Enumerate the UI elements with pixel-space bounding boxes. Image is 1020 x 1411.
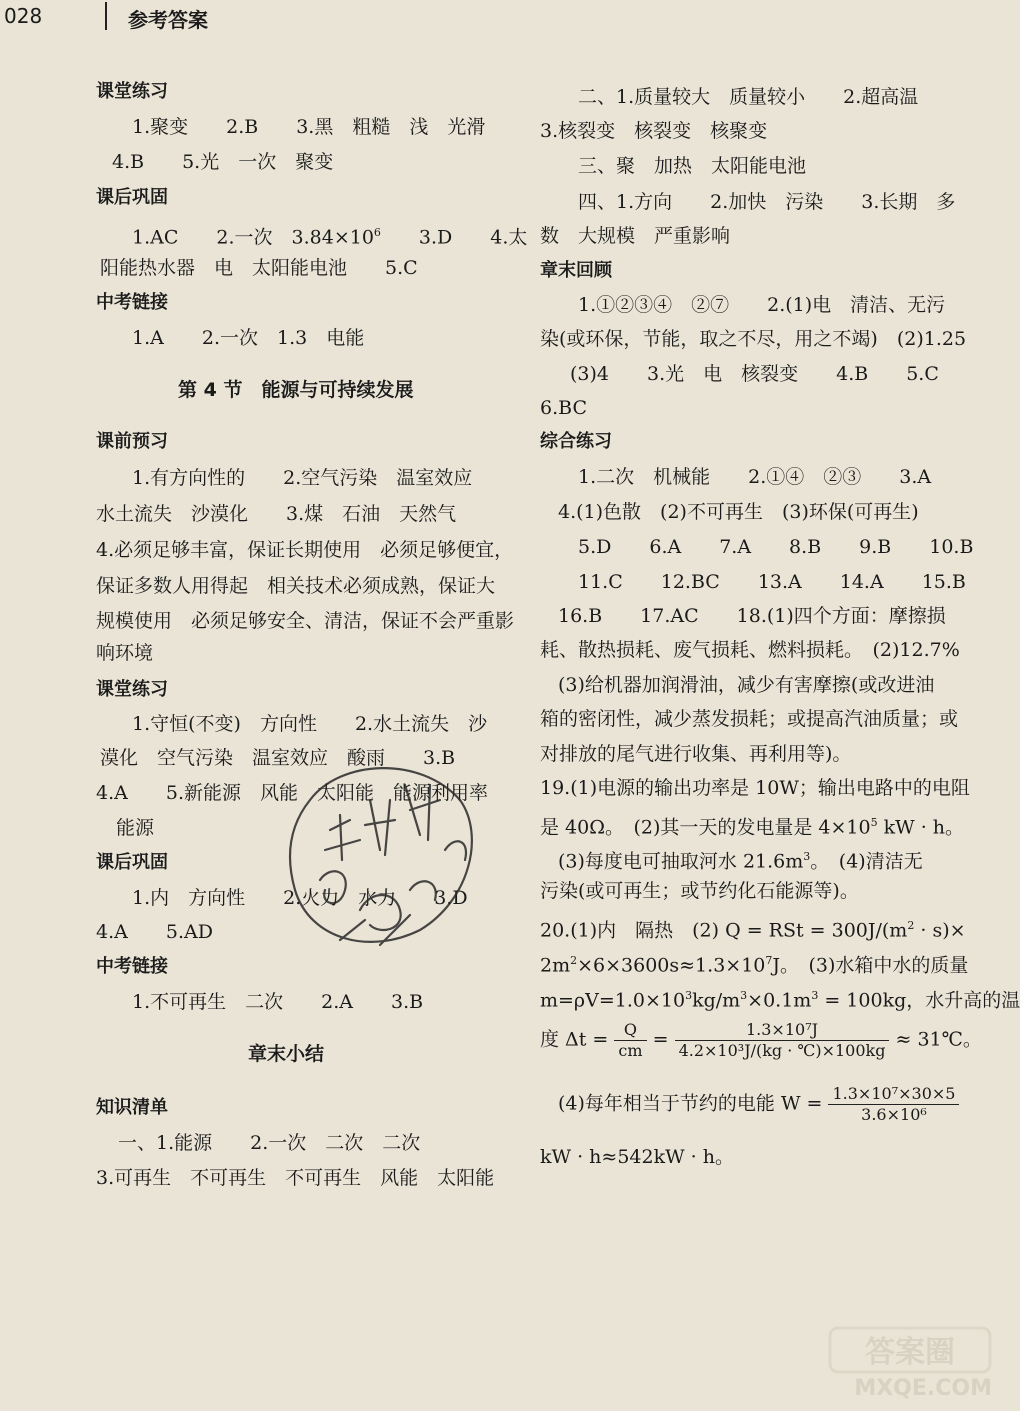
answer-line: 四、1.方向 2.加快 污染 3.长期 多 — [578, 191, 956, 213]
answer-line: 1.守恒(不变) 方向性 2.水土流失 沙 — [132, 713, 488, 735]
page-number: 028 — [4, 4, 43, 28]
handwritten-stamp — [270, 740, 490, 970]
header-title: 参考答案 — [128, 8, 208, 32]
fraction: $\frac{\text{1.3×10⁷×30×5}}{\text{3.6×10⁶}}$ — [828, 1084, 959, 1125]
fraction: $\frac{Q}{cm}$ — [614, 1020, 646, 1061]
section-title: 章末小结 — [248, 1043, 325, 1065]
answer-line: 1.A 2.一次 1.3 电能 — [132, 327, 365, 349]
answer-line: 漠化 空气污染 温室效应 酸雨 3.B — [100, 747, 456, 769]
answer-line: 1.聚变 2.B 3.黑 粗糙 浅 光滑 — [132, 116, 486, 138]
answer-line: 是 40Ω。 (2)其一天的发电量是 $4\times 10^5$ kW · h。 — [540, 816, 965, 839]
answer-line: (3)每度电可抽取河水 $21.6m^3$。 (4)清洁无 — [558, 850, 923, 873]
answer-line: 11.C 12.BC 13.A 14.A 15.B — [578, 571, 966, 593]
section-heading: 课后巩固 — [96, 187, 168, 208]
section-heading: 课前预习 — [96, 431, 168, 452]
answer-line: $2m^2\times 6\times 3600s\approx 1.3\times 10^7J$。 (3)水箱中水的质量 — [540, 954, 969, 977]
answer-line: 16.B 17.AC 18.(1)四个方面：摩擦损 — [558, 605, 946, 627]
page-header — [0, 0, 1000, 40]
header-divider — [105, 2, 107, 30]
answer-line: 3.可再生 不可再生 不可再生 风能 太阳能 — [96, 1167, 495, 1189]
answer-line: 箱的密闭性，减少蒸发损耗；或提高汽油质量；或 — [540, 708, 959, 730]
answer-line: 染(或环保，节能，取之不尽，用之不竭) (2)1.25 — [540, 328, 967, 350]
answer-line: 阳能热水器 电 太阳能电池 5.C — [100, 257, 418, 279]
answer-line: 1.有方向性的 2.空气污染 温室效应 — [132, 467, 473, 489]
answer-line: 1.内 方向性 2.火力 水力 3.D — [132, 887, 468, 909]
section-heading: 综合练习 — [540, 431, 612, 452]
answer-line: 水土流失 沙漠化 3.煤 石油 天然气 — [96, 503, 457, 525]
section-heading: 中考链接 — [96, 956, 168, 977]
watermark-logo — [800, 1320, 1000, 1407]
answer-line: 保证多数人用得起 相关技术必须成熟，保证大 — [96, 575, 496, 597]
answer-line: 3.核裂变 核裂变 核聚变 — [540, 120, 768, 142]
answer-line: $m=\rho V=1.0\times 10^3kg/m^3\times 0.1m^3 = 100kg$，水升高的温 — [540, 989, 1020, 1012]
answer-line: 1.①②③④ ②⑦ 2.(1)电 清洁、无污 — [578, 294, 946, 316]
answer-line: 一、1.能源 2.一次 二次 二次 — [118, 1132, 421, 1154]
section-heading: 知识清单 — [96, 1097, 168, 1118]
answer-line: 1.二次 机械能 2.①④ ②③ 3.A — [578, 466, 932, 488]
formula-line: 度 Δt = $\frac{Q}{cm}$ = $\frac{\text{1.3×10⁷J}}{\text{4.2×10³J/(kg · ℃)×100kg}}$ ≈ 31℃。 — [540, 1020, 982, 1060]
watermark-url: MXQE.COM — [854, 1376, 992, 1401]
section-title: 第 4 节 能源与可持续发展 — [178, 379, 414, 401]
answer-line: (3)给机器加润滑油，减少有害摩擦(或改进油 — [558, 674, 935, 696]
answer-line: 4.A 5.AD — [96, 921, 213, 943]
answer-line: 19.(1)电源的输出功率是 10W；输出电路中的电阻 — [540, 777, 970, 799]
section-heading: 中考链接 — [96, 292, 168, 313]
answer-line: 4.B 5.光 一次 聚变 — [112, 151, 334, 173]
section-heading: 课堂练习 — [96, 81, 168, 102]
answer-line: 4.A 5.新能源 风能 太阳能 能源利用率 — [96, 782, 488, 804]
answer-line: 污染(或可再生；或节约化石能源等)。 — [540, 880, 859, 902]
formula-line: (4)每年相当于节约的电能 W = $\frac{\text{1.3×10⁷×30×5}}{\text{3.6×10⁶}}$ — [558, 1084, 959, 1125]
fraction: $\frac{\text{1.3×10⁷J}}{\text{4.2×10³J/(kg · ℃)×100kg}}$ — [675, 1020, 890, 1061]
answer-line: 三、聚 加热 太阳能电池 — [578, 155, 807, 177]
answer-line: 数 大规模 严重影响 — [540, 225, 731, 247]
answer-line: 5.D 6.A 7.A 8.B 9.B 10.B — [578, 536, 974, 558]
answer-line: 4.必须足够丰富，保证长期使用 必须足够便宜， — [96, 539, 514, 561]
answer-line: 能源 — [116, 817, 155, 839]
section-heading: 课后巩固 — [96, 852, 168, 873]
section-heading: 课堂练习 — [96, 679, 168, 700]
answer-line: 二、1.质量较大 质量较小 2.超高温 — [578, 86, 919, 108]
answer-line: 6.BC — [540, 397, 587, 419]
answer-line: 20.(1)内 隔热 (2) Q = RSt = $300J/(m^2 \cdot s)\times$ — [540, 919, 966, 942]
answer-line: 4.(1)色散 (2)不可再生 (3)环保(可再生) — [558, 501, 919, 523]
answer-line: 规模使用 必须足够安全、清洁，保证不会严重影 — [96, 610, 515, 632]
section-heading: 章末回顾 — [540, 260, 612, 281]
svg-text:答案圈: 答案圈 — [865, 1335, 955, 1370]
answer-line: 对排放的尾气进行收集、再利用等)。 — [540, 743, 852, 765]
answer-line: 1.AC 2.一次 $3.84\times 10^6$ 3.D 4.太 — [132, 226, 528, 249]
answer-line: kW · h≈542kW · h。 — [540, 1146, 734, 1168]
answer-line: 耗、散热损耗、废气损耗、燃料损耗。 (2)12.7% — [540, 639, 960, 661]
answer-line: 1.不可再生 二次 2.A 3.B — [132, 991, 424, 1013]
answer-line: 响环境 — [96, 642, 154, 664]
answer-line: (3)4 3.光 电 核裂变 4.B 5.C — [570, 363, 939, 385]
